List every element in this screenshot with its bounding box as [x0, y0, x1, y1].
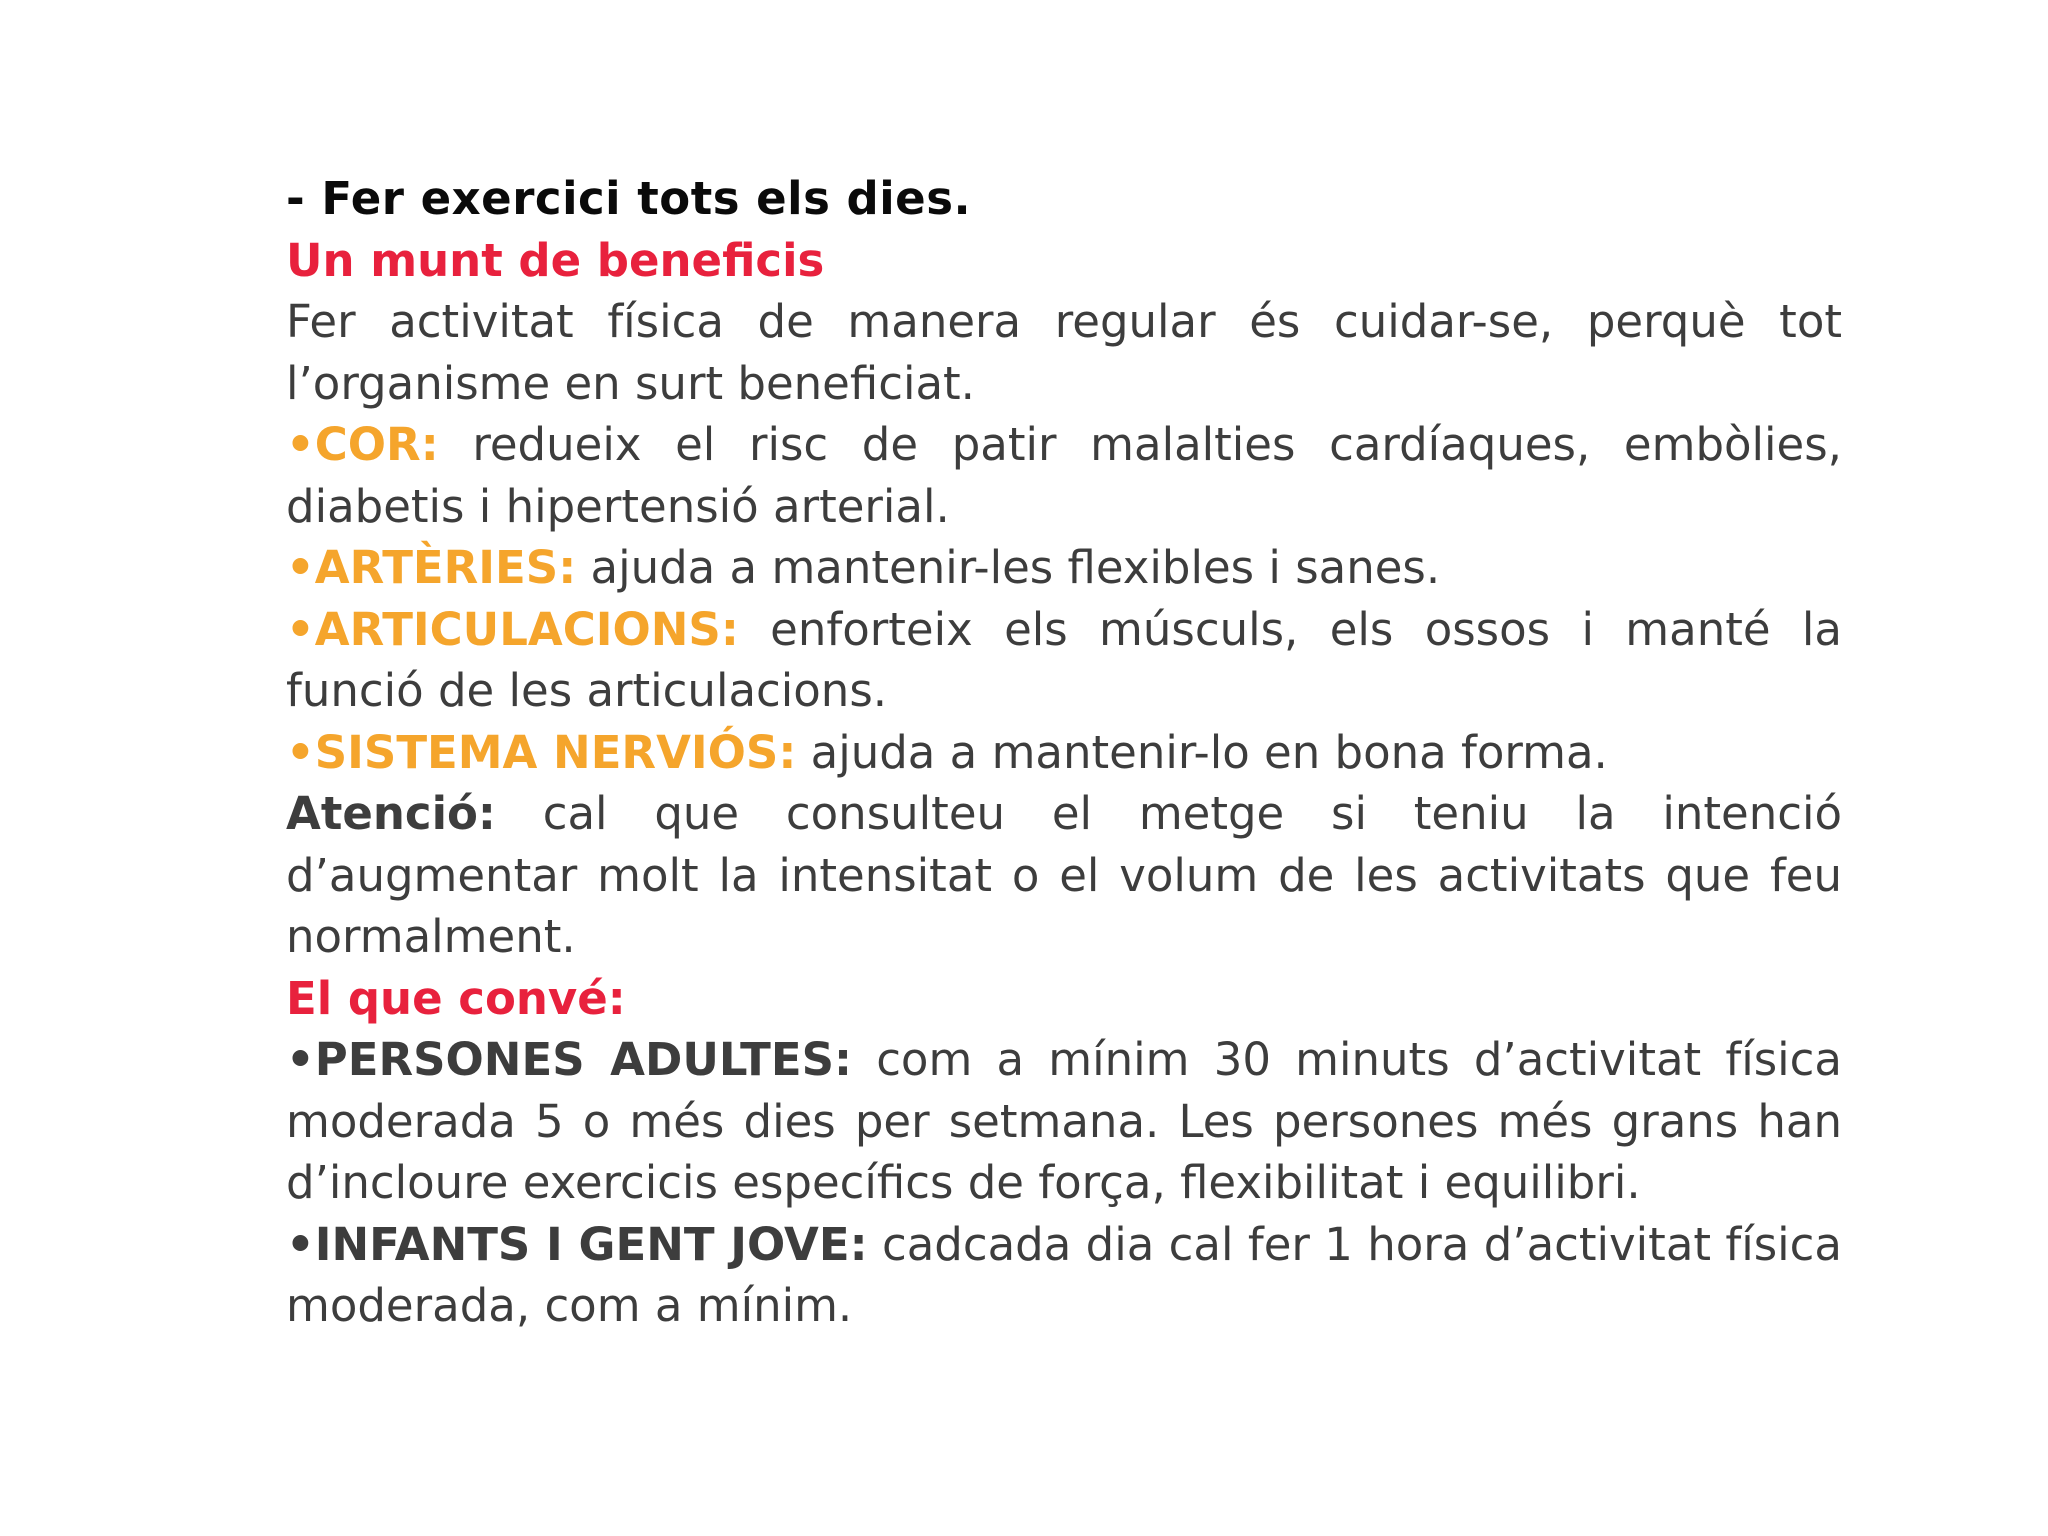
recommendation-text-adults: com a mínim 30 minuts d’activitat física moderada 5 o més dies per setmana. Les persones més grans han d’incloure exercicis específics de força, flexibilitat i equilibri. [286, 1033, 1842, 1209]
benefits-intro: Fer activitat física de manera regular és cuidar-se, perquè tot l’organisme en surt beneficiat. [286, 295, 1842, 410]
benefit-text-sistema-nervios: ajuda a mantenir-lo en bona forma. [810, 725, 1608, 779]
warning-text: cal que consulteu el metge si teniu la intenció d’augmentar molt la intensitat o el volum de les activitats que feu normalment. [286, 787, 1842, 963]
benefit-text-arteries: ajuda a mantenir-les flexibles i sanes. [590, 541, 1441, 594]
benefit-label-cor: •COR: [286, 418, 439, 471]
recommendations-heading: El que convé: [286, 971, 626, 1025]
warning-note [286, 783, 1842, 968]
recommendation-item-adults [286, 1029, 1842, 1214]
benefit-item-articulacions [286, 599, 1842, 722]
recommendation-label-youth: •INFANTS I GENT JOVE: [286, 1217, 868, 1271]
benefit-label-articulacions: •ARTICULACIONS: [286, 602, 739, 656]
benefit-label-arteries: •ARTÈRIES: [286, 541, 577, 594]
recommendation-item-youth [286, 1214, 1842, 1337]
benefit-item-cor [286, 414, 1842, 537]
warning-label: Atenció: [286, 787, 496, 840]
benefit-label-sistema-nervios: •SISTEMA NERVIÓS: [286, 725, 797, 779]
benefit-text-articulacions: enforteix els músculs, els ossos i manté la funció de les articulacions. [286, 602, 1842, 717]
page-title: - Fer exercici tots els dies. [286, 172, 972, 225]
benefit-item-arteries [286, 537, 1842, 599]
benefits-heading: Un munt de beneficis [286, 233, 825, 287]
recommendation-text-youth: cadcada dia cal fer 1 hora d’activitat física moderada, com a mínim. [286, 1217, 1842, 1332]
slide-content [286, 168, 1842, 1337]
benefit-text-cor: redueix el risc de patir malalties cardíaques, embòlies, diabetis i hipertensió arterial. [286, 418, 1842, 533]
benefit-item-sistema-nervios [286, 722, 1842, 784]
recommendation-label-adults: •PERSONES ADULTES: [286, 1033, 852, 1086]
